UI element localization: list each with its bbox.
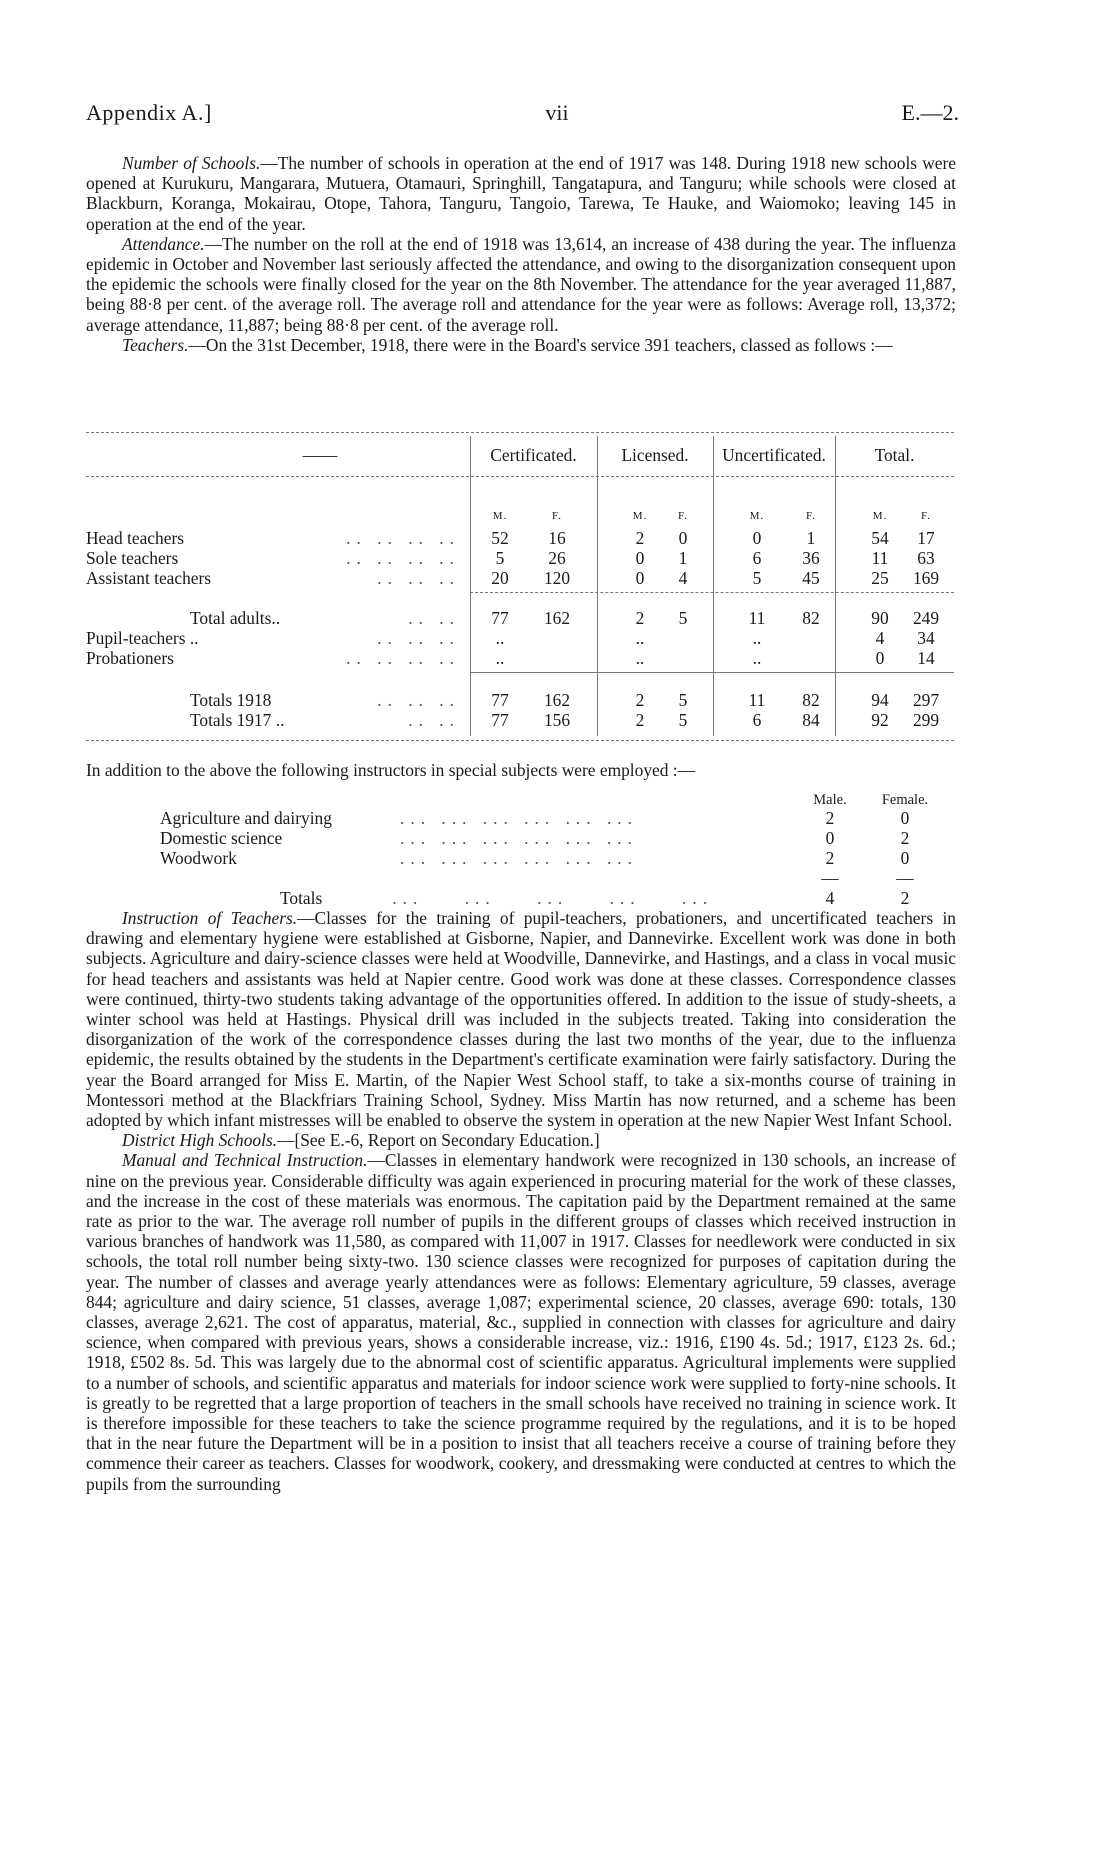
table-cell: 162 [543,690,571,710]
table-cell: 16 [548,528,566,548]
instructor-female: 2 [900,828,910,848]
table-row-leader-dots: .. .. .. .. [346,648,460,668]
sub-f-tot: F. [921,510,931,522]
table-row-label: Sole teachers [86,548,179,568]
instruction-paragraph [86,908,956,1130]
table-cell: 14 [917,648,935,668]
table-cell: 77 [491,608,509,628]
table-cell: 34 [917,628,935,648]
table-cell: 2 [635,608,645,628]
table-cell: 11 [748,608,766,628]
table-cell: 0 [635,568,645,588]
table-cell: 297 [912,690,940,710]
table-row-label: Totals 1918 [190,690,272,710]
sub-m-unc: M. [749,510,765,522]
instr-totals-female: 2 [900,888,910,908]
table-cell: 120 [543,568,571,588]
table-cell: 299 [912,710,940,730]
table-cell: 1 [678,548,688,568]
table-row-label: Totals 1917 .. [190,710,285,730]
table-row-label: Probationers [86,648,174,668]
sub-f-lic: F. [678,510,688,522]
table-cell: 82 [802,690,820,710]
instructor-female: 0 [900,808,910,828]
instructor-label: Agriculture and dairying [160,808,332,828]
table-row-label: Total adults.. [190,608,281,628]
table-row-label: Assistant teachers [86,568,212,588]
col-uncertificated: Uncertificated. [722,445,826,465]
district-heading: District High Schools. [122,1130,278,1151]
table-cell: 82 [802,608,820,628]
table-cell: 36 [802,548,820,568]
table-cell: 11 [871,548,889,568]
table-cell: 20 [491,568,509,588]
table-cell: 26 [548,548,566,568]
table-cell: 77 [491,690,509,710]
sub-m-tot: M. [872,510,888,522]
instr-dash-female: — [896,868,914,888]
table-cell: 162 [543,608,571,628]
manual-paragraph [86,1150,956,1493]
table-cell: .. [495,628,505,648]
table-cell: .. [495,648,505,668]
table-cell: 1 [806,528,816,548]
table-cell: .. [635,628,645,648]
col-licensed: Licensed. [621,445,689,465]
header-appendix: Appendix A.] [86,100,212,125]
table-cell: 92 [871,710,889,730]
table-row-label: Head teachers [86,528,185,548]
teachers-heading: Teachers. [122,334,189,355]
instructor-label: Woodwork [160,848,237,868]
instructor-male: 2 [825,848,835,868]
instructor-leader-dots: ... ... ... ... ... ... [400,808,638,828]
table-cell: 5 [678,710,688,730]
instr-col-female: Female. [881,792,929,808]
manual-heading: Manual and Technical Instruction. [122,1150,368,1171]
instructor-male: 2 [825,808,835,828]
table-cell: 6 [752,710,762,730]
table-cell: 25 [871,568,889,588]
sub-m-lic: M. [632,510,648,522]
instr-totals-male: 4 [825,888,835,908]
table-cell: 2 [635,710,645,730]
teachers-table [0,0,1114,760]
table-cell: 249 [912,608,940,628]
attendance-heading: Attendance. [122,233,205,254]
schools-heading: Number of Schools. [122,153,261,173]
instructor-leader-dots: ... ... ... ... ... ... [400,828,638,848]
header-series: E.—2. [901,100,959,125]
manual-text: —Classes in elementary handwork were recognized in 130 schools, an increase of nine on the previous year. Considerable difficulty was again experienced in procuring material for the work of these classes, and the increase in the cost of these materials was enormous. The capitation paid by the Department remained at the same rate as prior to the war. The average roll number of pupils in the different groups of classes which received instruction in various branches of handwork was 11,580, as compared with 11,007 in 1917. Classes for needlework were conducted in six schools, the total roll number being sixty-two. 130 science classes were recognized for purposes of capitation during the year. The number of classes and average yearly attendances were as follows: Elementary agriculture, 59 classes, average 844; agriculture and dairy science, 51 classes, average 1,087; experimental science, 20 classes, average 690: totals, 130 classes, average 2,621. The cost of apparatus, material, &c., supplied in connection with classes for agriculture and dairy science, when compared with previous years, shows a considerable increase, viz.: 1916, £190 4s. 5d.; 1917, £123 2s. 6d.; 1918, £502 8s. 5d. This was largely due to the abnormal cost of scientific apparatus. Agricultural implements were supplied to a number of schools, and scientific apparatus and materials for indoor science work were supplied to forty-nine schools. It is greatly to be regretted that a large proportion of teachers in the small schools have received no training in science work. It is therefore impossible for these teachers to take the science programme required by the regulations, and it is to be hoped that in the near future the Department will be in a position to insist that all teachers receive a course of training before they commence their career as teachers. Classes for woodwork, cookery, and dressmaking were conducted at centres to which the pupils from the surrounding [86,1150,956,1494]
table-cell: 169 [912,568,940,588]
table-cell: .. [752,648,762,668]
instructor-female: 0 [900,848,910,868]
table-cell: 0 [635,548,645,568]
table-cell: 0 [678,528,688,548]
attendance-text: —The number on the roll at the end of 1918 was 13,614, an increase of 438 during the year. The influenza epidemic in October and November last seriously affected the attendance, and owing to the disorganization consequent upon the epidemic the schools were finally closed for the year on the 8th November. The attendance for the year averaged 11,887, being 88·8 per cent. of the average roll. The average roll and attendance for the year were as follows: Average roll, 13,372; average attendance, 11,887; being 88·8 per cent. of the average roll. [86,233,956,335]
table-cell: 54 [871,528,889,548]
table-cell: 52 [491,528,509,548]
table-cell: 6 [752,548,762,568]
table-cell: 11 [748,690,766,710]
instr-col-male: Male. [813,792,847,808]
table-cell: 0 [875,648,885,668]
schools-text: —The number of schools in operation at the end of 1917 was 148. During 1918 new schools were opened at Kurukuru, Mangarara, Mutuera, Otamauri, Springhill, Tangatapura, and Tanguru; while schools were closed at Blackburn, Koranga, Mokairau, Otope, Tahora, Tanguru, Tangoio, Tarewa, Te Hauke, and Waiomoko; leaving 145 in operation at the end of the year. [86,153,956,234]
instruction-heading: Instruction of Teachers. [122,908,298,928]
table-row-leader-dots: .. .. [408,608,460,628]
teachers-text: —On the 31st December, 1918, there were in the Board's service 391 teachers, classed as follows :— [188,334,893,355]
instr-dash-male: — [821,868,839,888]
table-cell: 17 [917,528,935,548]
table-cell: 2 [635,528,645,548]
table-row-leader-dots: .. .. .. [377,628,460,648]
instructor-male: 0 [825,828,835,848]
table-corner: —— [302,445,338,465]
table-row-leader-dots: .. .. .. [377,690,460,710]
table-cell: .. [752,628,762,648]
sub-f-cert: F. [552,510,562,522]
table-cell: 5 [752,568,762,588]
table-row-leader-dots: .. .. .. .. [346,528,460,548]
table-cell: 156 [543,710,571,730]
col-total: Total. [874,445,915,465]
table-cell: 5 [678,608,688,628]
sub-m-cert: M. [492,510,508,522]
instructors-intro: In addition to the above the following instructors in special subjects were employed :— [86,760,696,780]
table-cell: 84 [802,710,820,730]
header-page-number: vii [545,100,569,125]
table-row-leader-dots: .. .. [408,710,460,730]
district-text: —[See E.-6, Report on Secondary Education.] [277,1130,600,1151]
instructor-label: Domestic science [160,828,283,848]
instr-totals-label: Totals ... ... ... ... ... [280,888,714,908]
table-cell: 77 [491,710,509,730]
table-cell: 0 [752,528,762,548]
instruction-text: —Classes for the training of pupil-teachers, probationers, and uncertificated teachers in drawing and elementary hygiene were established at Gisborne, Napier, and Dannevirke. Excellent work was done in both subjects. Agriculture and dairy-science classes were held at Woodville, Dannevirke, and Hastings, and a class in vocal music for head teachers and assistants was held at Napier centre. Good work was done at these classes. Correspondence classes were continued, thirty-two students taking advantage of the opportunities offered. In addition to the issue of study-sheets, a winter school was held at Hastings. Physical drill was included in the subjects treated. Taking into consideration the disorganization of the work of the correspondence classes during the last two months of the year, due to the influenza epidemic, the results obtained by the students in the Department's certificate examination were fairly satisfactory. During the year the Board arranged for Miss E. Martin, of the Napier West School staff, to take a six-months course of training in Montessori method at the Blackfriars Training School, Sydney. Miss Martin has now returned, and a scheme has been adopted by which infant mistresses will be enabled to observe the system in operation at the new Napier West Infant School. [86,908,956,1131]
col-certificated: Certificated. [490,445,577,465]
table-row-leader-dots: .. .. .. [377,568,460,588]
district-paragraph [86,1130,956,1150]
table-cell: 45 [802,568,820,588]
table-row-label: Pupil-teachers .. [86,628,199,648]
table-cell: 4 [875,628,885,648]
table-cell: 90 [871,608,889,628]
table-cell: 2 [635,690,645,710]
table-cell: 5 [495,548,505,568]
table-row-leader-dots: .. .. .. .. [346,548,460,568]
table-cell: 4 [678,568,688,588]
instructor-leader-dots: ... ... ... ... ... ... [400,848,638,868]
table-cell: 63 [917,548,935,568]
table-cell: 5 [678,690,688,710]
sub-f-unc: F. [806,510,816,522]
table-cell: .. [635,648,645,668]
body-section [86,908,956,1494]
table-cell: 94 [871,690,889,710]
